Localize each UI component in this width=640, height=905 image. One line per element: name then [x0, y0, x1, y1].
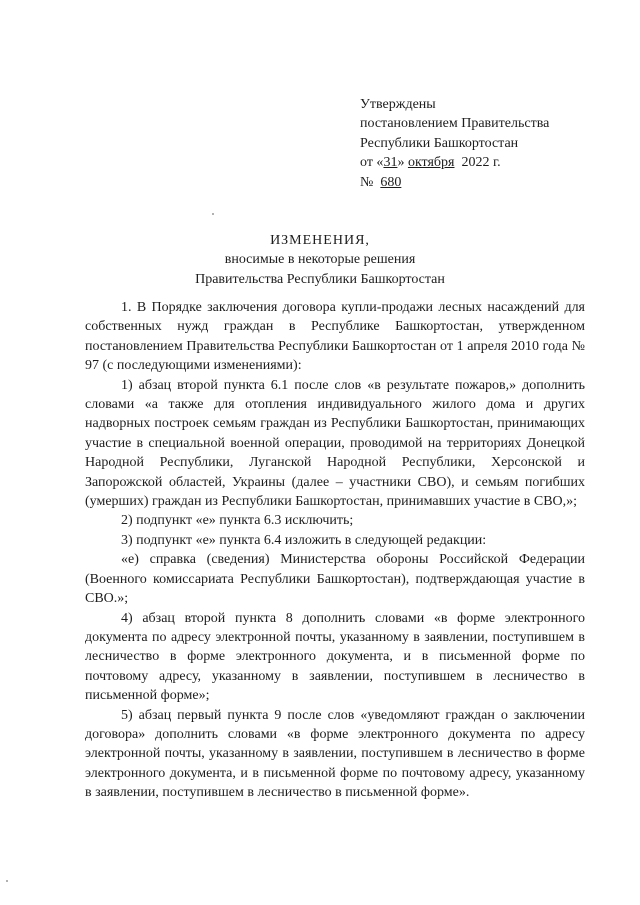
document-title: ИЗМЕНЕНИЯ, [270, 233, 370, 248]
date-day: 31 [383, 155, 398, 171]
approval-line: Утверждены [360, 97, 436, 112]
scan-speck [212, 213, 214, 215]
date-year: 2022 г. [461, 155, 501, 171]
document-subtitle: Правительства Республики Башкортостан [195, 271, 445, 287]
decree-number: 680 [380, 174, 402, 190]
approval-line: Республики Башкортостан [360, 135, 519, 151]
document-body [85, 298, 585, 803]
scan-speck [6, 880, 8, 882]
paragraph: 2) подпункт «е» пункта 6.3 исключить; [121, 513, 354, 529]
document-subtitle: вносимые в некоторые решения [224, 252, 416, 268]
paragraph: 1. В Порядке заключения договора купли-продажи лесных насаждений для собственных нужд граждан в Республике Башкортостан, утвержденном постановлением Правительства Республики Башкортостан от 1 апреля 2010 года № 97 (с последующими изменениями): [85, 300, 585, 374]
paragraph: 4) абзац второй пункта 8 дополнить словами «в форме электронного документа по адресу электронной почты, указанному в заявлении, поступившем в лесничество в форме электронного документа, и в письменной форме по почтовому адресу, указанному в заявлении, поступившем в лесничество в письменной форме»; [85, 610, 585, 704]
document-heading [0, 231, 640, 289]
approval-date: от «31» октября 2022 г. [360, 155, 501, 171]
approval-block [360, 95, 549, 192]
paragraph: 3) подпункт «е» пункта 6.4 изложить в следующей редакции: [121, 532, 487, 548]
paragraph: «е) справка (сведения) Министерства обороны Российской Федерации (Военного комиссариата Республики Башкортостан), подтверждающая участие в СВО.»; [85, 552, 585, 607]
date-month: октября [407, 155, 455, 171]
paragraph: 5) абзац первый пункта 9 после слов «уведомляют граждан о заключении договора» дополнить словами «в форме электронного документа по адресу электронной почты, указанному в заявлении, поступившем в лесничество в форме электронного документа, и в письменной форме по почтовому адресу, указанному в заявлении, поступившем в лесничество в письменной форме». [85, 707, 585, 801]
approval-line: постановлением Правительства [360, 116, 550, 132]
approval-number: № 680 [360, 174, 402, 190]
paragraph: 1) абзац второй пункта 6.1 после слов «в результате пожаров,» дополнить словами «а также для отопления индивидуального жилого дома и других надворных построек семьям граждан из Республики Башкортостан, принимающих участие в специальной военной операции, проводимой на территориях Донецкой Народной Республики, Луганской Народной Республики, Херсонской и Запорожской областей, Украины (далее – участники СВО), и семьям погибших (умерших) граждан из Республики Башкортостан, принимавших участие в СВО,»; [85, 377, 585, 510]
